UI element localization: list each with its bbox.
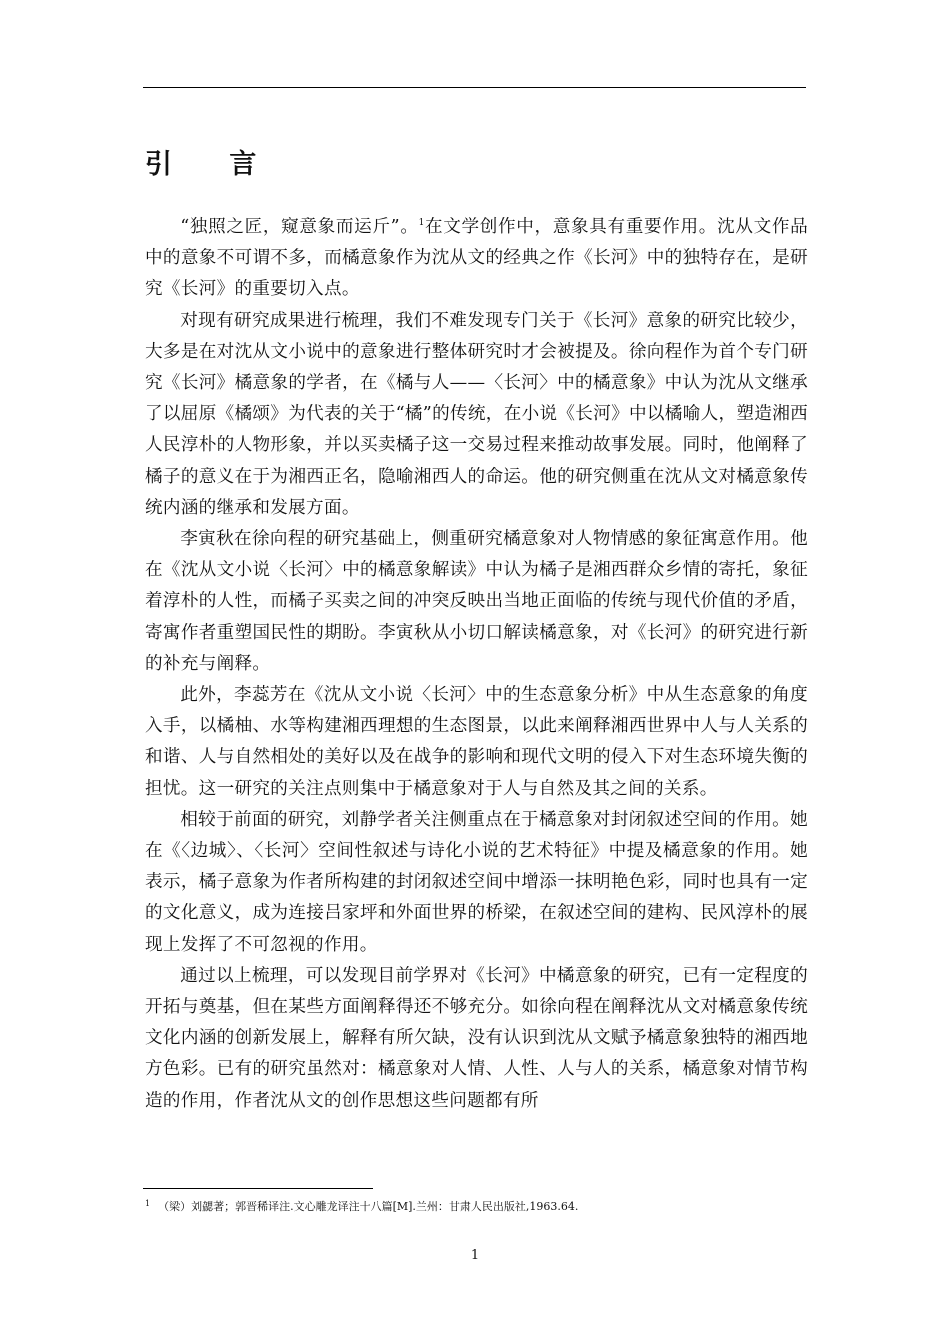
footnote-text: （梁）刘勰著；郭晋稀译注.文心雕龙译注十八篇[M].兰州：甘肃人民出版社,1963.64. [158, 1200, 579, 1213]
paragraph-1 [145, 212, 808, 306]
footnote-rule [143, 1188, 373, 1189]
body-text [145, 212, 808, 1117]
footnote [145, 1196, 805, 1215]
header-rule [143, 87, 806, 88]
page-number: 1 [470, 1248, 480, 1263]
paragraph-3: 李寅秋在徐向程的研究基础上，侧重研究橘意象对人物情感的象征寓意作用。他在《沈从文小说〈长河〉中的橘意象解读》中认为橘子是湘西群众乡情的寄托，象征着淳朴的人性，而橘子买卖之间的冲突反映出当地正面临的传统与现代价值的矛盾，寄寓作者重塑国民性的期盼。李寅秋从小切口解读橘意象，对《长河》的研究进行新的补充与阐释。 [145, 529, 808, 674]
paragraph-1-quote: “独照之匠，窥意象而运斤”。 [180, 217, 419, 237]
section-heading: 引 言 [145, 149, 281, 180]
footnote-reference[interactable]: 1 [418, 218, 425, 228]
paragraph-2: 对现有研究成果进行梳理，我们不难发现专门关于《长河》意象的研究比较少，大多是在对沈从文小说中的意象进行整体研究时才会被提及。徐向程作为首个专门研究《长河》橘意象的学者，在《橘与人——〈长河〉中的橘意象》中认为沈从文继承了以屈原《橘颂》为代表的关于“橘”的传统，在小说《长河》中以橘喻人，塑造湘西人民淳朴的人物形象，并以买卖橘子这一交易过程来推动故事发展。同时，他阐释了橘子的意义在于为湘西正名，隐喻湘西人的命运。他的研究侧重在沈从文对橘意象传统内涵的继承和发展方面。 [145, 310, 808, 518]
paragraph-5: 相较于前面的研究，刘静学者关注侧重点在于橘意象对封闭叙述空间的作用。她在《〈边城〉、〈长河〉空间性叙述与诗化小说的艺术特征》中提及橘意象的作用。她表示，橘子意象为作者所构建的封闭叙述空间中增添一抹明艳色彩，同时也具有一定的文化意义，成为连接吕家坪和外面世界的桥梁，在叙述空间的建构、民风淳朴的展现上发挥了不可忽视的作用。 [145, 809, 808, 955]
footnote-mark: 1 [145, 1199, 151, 1208]
paragraph-4: 此外，李蕊芳在《沈从文小说〈长河〉中的生态意象分析》中从生态意象的角度入手，以橘柚、水等构建湘西理想的生态图景，以此来阐释湘西世界中人与人关系的和谐、人与自然相处的美好以及在战争的影响和现代文明的侵入下对生态环境失衡的担忧。这一研究的关注点则集中于橘意象对于人与自然及其之间的关系。 [145, 685, 808, 799]
paragraph-1-rest: 在文学创作中，意象具有重要作用。沈从文作品中的意象不可谓不多，而橘意象作为沈从文的经典之作《长河》中的独特存在，是研究《长河》的重要切入点。 [145, 217, 808, 300]
paragraph-6: 通过以上梳理，可以发现目前学界对《长河》中橘意象的研究，已有一定程度的开拓与奠基，但在某些方面阐释得还不够充分。如徐向程在阐释沈从文对橘意象传统文化内涵的创新发展上，解释有所欠缺，没有认识到沈从文赋予橘意象独特的湘西地方色彩。已有的研究虽然对：橘意象对人情、人性、人与人的关系，橘意象对情节构造的作用，作者沈从文的创作思想这些问题都有所 [145, 965, 808, 1111]
